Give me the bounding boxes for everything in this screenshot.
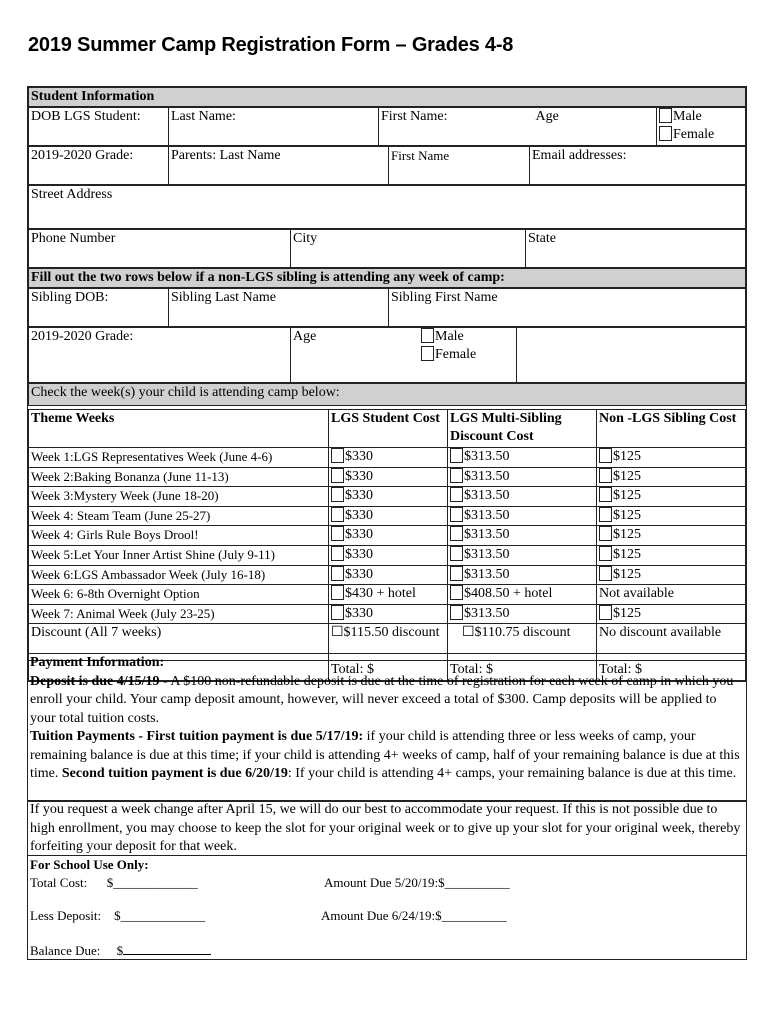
week-checkbox[interactable] [331, 546, 344, 561]
table-row [29, 585, 746, 605]
cell-text: $313.50 [464, 546, 510, 562]
lgs-cost-option[interactable] [329, 585, 448, 605]
non-lgs-cost-option [597, 585, 746, 605]
cell-text: Week 4: Steam Team (June 25-27) [31, 507, 211, 523]
week-name [29, 545, 329, 565]
multi-sibling-cost-option[interactable] [448, 487, 597, 507]
week-checkbox[interactable] [450, 487, 463, 502]
student-information-section [27, 86, 747, 682]
cell-text: $330 [345, 546, 373, 562]
sibling-age-label: Age [293, 329, 317, 344]
cell-text: $313.50 [464, 449, 510, 464]
week-name [29, 585, 329, 605]
cell-text: Week 6:LGS Ambassador Week (July 16-18) [31, 566, 266, 582]
email-field[interactable]: Email addresses: [530, 147, 746, 185]
balance-due-label: Balance Due: $ [30, 943, 124, 958]
week-name [29, 526, 329, 546]
week-name [29, 565, 329, 585]
table-row [29, 545, 746, 565]
amount-due-1-field[interactable]: Amount Due 5/20/19:$__________ [324, 875, 510, 890]
cell-text: $330 [345, 488, 373, 504]
discount-non-lgs: No discount available [597, 624, 746, 661]
total-multi-field[interactable]: Total: $ [448, 661, 597, 681]
discount-lgs-option[interactable]: ☐$115.50 discount [329, 624, 448, 661]
first-name-label: First Name: [381, 109, 448, 124]
sibling-female-checkbox[interactable] [421, 346, 434, 361]
non-lgs-cost-option[interactable] [597, 604, 746, 624]
deposit-due: Deposit is due 4/15/19 [30, 673, 160, 689]
column-header: LGS Multi-Sibling Discount Cost [448, 410, 597, 448]
second-payment-text: : If your child is attending 4+ camps, your remaining balance is due at this time. [287, 766, 737, 781]
cell-text: $125 [613, 527, 641, 543]
cell-text: $125 [613, 468, 641, 484]
table-row [29, 526, 746, 546]
payment-header: Payment Information: [30, 655, 165, 670]
week-checkbox[interactable] [450, 448, 463, 463]
cell-text: $313.50 [464, 468, 510, 484]
cell-text: Week 4: Girls Rule Boys Drool! [31, 527, 199, 543]
cell-text: $125 [613, 449, 641, 464]
state-field[interactable]: State [526, 230, 746, 268]
cell-text: $313.50 [464, 605, 510, 621]
non-lgs-cost-option[interactable] [597, 467, 746, 487]
week-checkbox[interactable] [450, 566, 463, 581]
cell-text: $125 [613, 546, 641, 562]
multi-sibling-cost-option[interactable] [448, 526, 597, 546]
cell-text: Week 3:Mystery Week (June 18-20) [31, 488, 219, 504]
multi-sibling-cost-option[interactable] [448, 565, 597, 585]
cell-text: Week 1:LGS Representatives Week (June 4-6) [31, 449, 273, 464]
phone-field[interactable]: Phone Number [29, 230, 291, 268]
week-checkbox[interactable] [450, 546, 463, 561]
cell-text: $313.50 [464, 527, 510, 543]
page-title: 2019 Summer Camp Registration Form – Grades 4-8 [28, 34, 514, 56]
cell-text: $125 [613, 488, 641, 504]
table-row [29, 487, 746, 507]
sibling-female-label: Female [435, 347, 477, 362]
male-label: Male [673, 109, 702, 124]
sibling-dob-field[interactable]: Sibling DOB: [29, 289, 169, 327]
cell-text: $330 [345, 527, 373, 543]
multi-sibling-cost-option[interactable] [448, 604, 597, 624]
weeks-header: Check the week(s) your child is attending camp below: [29, 384, 746, 406]
parents-first-name-field[interactable]: First Name [389, 147, 530, 185]
week-checkbox[interactable] [599, 468, 612, 483]
table-row [29, 506, 746, 526]
multi-sibling-cost-option[interactable] [448, 506, 597, 526]
deposit-text: - A $100 non-refundable deposit is due at the time of registration for each week of camp in which you enroll your child. Your camp deposit amount, however, will never exceed a total of $300. Camp deposits will be applied to your total tuition costs. [30, 673, 734, 726]
week-checkbox[interactable] [331, 448, 344, 463]
female-label: Female [673, 127, 715, 142]
non-lgs-cost-option[interactable] [597, 545, 746, 565]
cell-text: $430 + hotel [345, 586, 416, 602]
week-checkbox[interactable] [450, 468, 463, 483]
non-lgs-cost-option[interactable] [597, 487, 746, 507]
tuition-due: Tuition Payments - First tuition payment is due 5/17/19: [30, 729, 364, 744]
week-change-policy: If you request a week change after April 15, we will do our best to accommodate your request. If this is not possible due to high enrollment, you may choose to keep the slot for your original week or to give up your slot for your original week, thereby forfeiting your deposit for that week. [27, 800, 747, 856]
sibling-age-field[interactable] [291, 328, 517, 383]
table-row [29, 467, 746, 487]
lgs-cost-option[interactable] [329, 506, 448, 526]
week-checkbox[interactable] [331, 468, 344, 483]
parents-last-name-field[interactable]: Parents: Last Name [169, 147, 389, 185]
column-header: Theme Weeks [29, 410, 329, 448]
cell-text: Not available [599, 586, 675, 602]
week-checkbox[interactable] [599, 526, 612, 541]
multi-sibling-cost-option[interactable] [448, 585, 597, 605]
sibling-header: Fill out the two rows below if a non-LGS sibling is attending any week of camp: [29, 269, 746, 288]
week-name [29, 448, 329, 468]
lgs-cost-option[interactable] [329, 487, 448, 507]
column-header: Non -LGS Sibling Cost [597, 410, 746, 448]
cell-text: $125 [613, 507, 641, 523]
balance-due-field[interactable] [30, 942, 211, 961]
week-name [29, 506, 329, 526]
cell-text: $408.50 + hotel [464, 586, 553, 602]
multi-sibling-cost-option[interactable] [448, 467, 597, 487]
week-checkbox[interactable] [331, 526, 344, 541]
tuition-text: if your child is attending three or less weeks of camp, your remaining balance is due at this time; if your child is attending 4+ weeks of camp, half of your remaining balance is due at this time. [30, 729, 740, 781]
week-checkbox[interactable] [599, 605, 612, 620]
sibling-male-checkbox[interactable] [421, 328, 434, 343]
week-checkbox[interactable] [331, 487, 344, 502]
column-header: LGS Student Cost [329, 410, 448, 448]
table-row [29, 448, 746, 468]
section-header: Student Information [29, 88, 746, 107]
week-checkbox[interactable] [599, 566, 612, 581]
payment-information [27, 653, 747, 802]
cell-text: $330 [345, 566, 373, 582]
non-lgs-cost-option[interactable] [597, 526, 746, 546]
week-checkbox[interactable] [450, 605, 463, 620]
non-lgs-cost-option[interactable] [597, 506, 746, 526]
lgs-cost-option[interactable] [329, 545, 448, 565]
lgs-cost-option[interactable] [329, 467, 448, 487]
school-use-section [27, 855, 747, 960]
cell-text: $313.50 [464, 566, 510, 582]
lgs-cost-option[interactable] [329, 448, 448, 468]
multi-sibling-cost-option[interactable] [448, 448, 597, 468]
less-deposit-field[interactable]: Less Deposit: $_____________ [30, 908, 206, 923]
week-checkbox[interactable] [331, 566, 344, 581]
week-checkbox[interactable] [599, 507, 612, 522]
amount-due-2-field[interactable]: Amount Due 6/24/19:$__________ [321, 908, 507, 923]
total-non-lgs-field[interactable]: Total: $ [597, 661, 746, 681]
cell-text: $330 [345, 468, 373, 484]
non-lgs-cost-option[interactable] [597, 565, 746, 585]
week-name [29, 604, 329, 624]
non-lgs-cost-option[interactable] [597, 448, 746, 468]
last-name-field[interactable]: Last Name: [169, 108, 379, 146]
cell-text: $330 [345, 507, 373, 523]
week-name [29, 467, 329, 487]
week-checkbox[interactable] [599, 448, 612, 463]
cell-text: Week 7: Animal Week (July 23-25) [31, 605, 215, 621]
cell-text: Week 2:Baking Bonanza (June 11-13) [31, 468, 229, 484]
dob-student-field[interactable]: DOB LGS Student: [29, 108, 169, 146]
total-cost-field[interactable]: Total Cost: $_____________ [30, 875, 198, 890]
sibling-first-name-field[interactable]: Sibling First Name [389, 289, 746, 327]
week-checkbox[interactable] [450, 585, 463, 600]
week-checkbox[interactable] [331, 605, 344, 620]
lgs-cost-option[interactable] [329, 526, 448, 546]
cell-text: $125 [613, 605, 641, 621]
week-checkbox[interactable] [599, 487, 612, 502]
discount-label: Discount (All 7 weeks) [29, 624, 329, 661]
cell-text: Week 5:Let Your Inner Artist Shine (July 9-11) [31, 546, 275, 562]
school-use-header: For School Use Only: [30, 857, 149, 872]
week-checkbox[interactable] [599, 546, 612, 561]
cell-text: $330 [345, 449, 373, 464]
female-checkbox[interactable] [659, 126, 672, 141]
lgs-cost-option[interactable] [329, 565, 448, 585]
multi-sibling-cost-option[interactable] [448, 545, 597, 565]
sibling-last-name-field[interactable]: Sibling Last Name [169, 289, 389, 327]
table-row [29, 565, 746, 585]
week-name [29, 487, 329, 507]
male-checkbox[interactable] [659, 108, 672, 123]
sibling-grade-field[interactable]: 2019-2020 Grade: [29, 328, 291, 383]
street-address-field[interactable]: Street Address [29, 186, 746, 229]
cell-text: $125 [613, 566, 641, 582]
cell-text: $313.50 [464, 507, 510, 523]
lgs-cost-option[interactable] [329, 604, 448, 624]
table-row [29, 604, 746, 624]
total-lgs-field[interactable]: Total: $ [329, 661, 448, 681]
city-field[interactable]: City [291, 230, 526, 268]
cell-text: Week 6: 6-8th Overnight Option [31, 586, 200, 602]
week-checkbox[interactable] [331, 507, 344, 522]
week-checkbox[interactable] [450, 507, 463, 522]
week-checkbox[interactable] [450, 526, 463, 541]
age-label: Age [535, 109, 559, 124]
first-name-age-field[interactable] [379, 108, 657, 146]
sibling-male-label: Male [435, 329, 464, 344]
weeks-table [28, 409, 746, 681]
cell-text: $313.50 [464, 488, 510, 504]
cell-text: $330 [345, 605, 373, 621]
week-checkbox[interactable] [331, 585, 344, 600]
grade-field[interactable]: 2019-2020 Grade: [29, 147, 169, 185]
second-payment-due: Second tuition payment is due 6/20/19 [61, 766, 288, 781]
discount-multi-option[interactable]: ☐$110.75 discount [448, 624, 597, 661]
